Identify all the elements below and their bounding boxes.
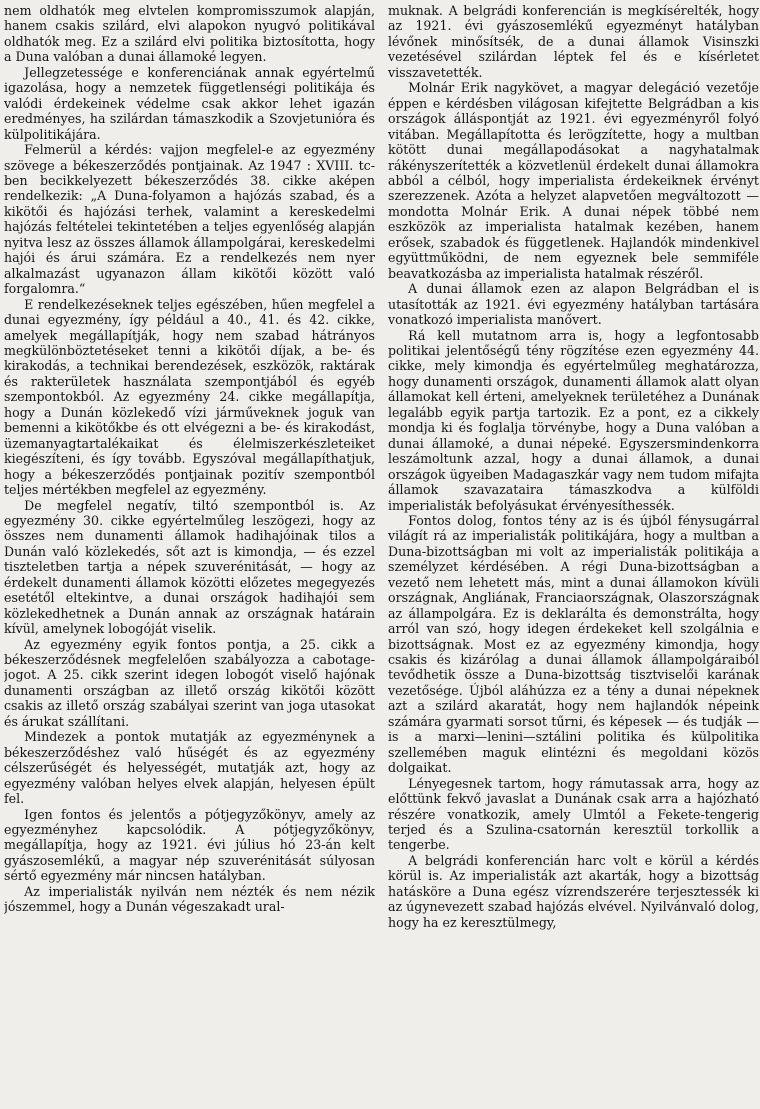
paragraph: muknak. A belgrádi konferencián is megkísérelték, hogy az 1921. évi gyászosemlékű egyezményt hatályban lévőnek minősítsék, de a dunai államok Visinszki vezetésével szilárdan léptek fel és e kísérletet visszavetették. bbox=[388, 3, 759, 80]
paragraph: Mindezek a pontok mutatják az egyezménynek a békeszerződéshez való hűségét és az egyezmény célszerűségét és helyességét, mutatják azt, hogy az egyezmény valóban helyes elvek alapján, helyesen épült fel. bbox=[4, 729, 375, 807]
paragraph: De megfelel negatív, tiltó szempontból is. Az egyezmény 30. cikke egyértelműleg leszögezi, hogy az összes nem dunamenti államok hadihajóinak tilos a Dunán való közlekedés, sőt azt is kimondja, — és ezzel tiszteletben tartja a népek szuverénitását, — hogy az érdekelt dunamenti államok közötti előzetes megegyezés esetétől eltekintve, a dunai országok hadihajói sem közlekedhetnek a Dunán annak az országnak határain kívül, amelynek lobogóját viselik. bbox=[4, 497, 375, 637]
paragraph: A belgrádi konferencián harc volt e körül a kérdés körül is. Az imperialisták azt akarták, hogy a bizottság hatásköre a Duna egész vízrendszerére terjesztessék ki az úgynevezett szabad hajózás elvével. Nyilvánvaló dolog, hogy ha ez keresztülmegy, bbox=[388, 852, 759, 930]
paragraph: nem oldhatók meg elvtelen kompromisszumok alapján, hanem csakis szilárd, elvi alapokon nyugvó politikával oldhatók meg. Ez a szilárd elvi politika biztosította, hogy a Duna valóban a dunai államoké legyen. bbox=[4, 3, 375, 65]
paragraph: Az egyezmény egyik fontos pontja, a 25. cikk a békeszerződésnek megfelelően szabályozza a cabotage-jogot. A 25. cikk szerint idegen lobogót viselő hajónak dunamenti országban az illető ország kikötői között csakis az illető ország szabályai szerint van joga utasokat és árukat szállítani. bbox=[4, 636, 375, 729]
left-column bbox=[4, 3, 375, 1109]
paragraph: Lényegesnek tartom, hogy rámutassak arra, hogy az előttünk fekvő javaslat a Dunának csak arra a hajózható részére vonatkozik, amely Ulmtól a Fekete-tengerig terjed és a Szulina-csatornán keresztül torkollik a tengerbe. bbox=[388, 775, 759, 853]
paragraph: Felmerül a kérdés: vajjon megfelel-e az egyezmény szövege a békeszerződés pontjainak. Az 1947 : XVIII. tc-ben becikkelyezett békeszerződés 38. cikke aképen rendelkezik: „A Duna-folyamon a hajózás szabad, és a kikötői és hajózási terhek, valamint a kereskedelmi hajózás feltételei tekintetében a teljes egyenlőség alapján nyitva lesz az összes államok állampolgárai, kereskedelmi hajói és árui számára. Ez a rendelkezés nem nyer alkalmazást ugyanazon állam kikötői között való forgalomra.“ bbox=[4, 142, 375, 297]
paragraph: Rá kell mutatnom arra is, hogy a legfontosabb politikai jelentőségű tény rögzítése ezen egyezmény 44. cikke, mely kimondja és egyértelműleg meghatározza, hogy dunamenti országok, dunamenti államok alatt olyan államokat kell érteni, amelyeknek területéhez a Dunának legalább egyik partja tartozik. Ez a pont, ez a cikkely mondja ki és foglalja törvénybe, hogy a Duna valóban a dunai államoké, a dunai népeké. Egyszersmindenkorra leszámoltunk azzal, hogy a dunai államok, a dunai országok ügyeiben Madagaszkár vagy nem tudom mifajta államok szavazataira támaszkodva a külföldi imperialisták befolyásukat érvényesíthessék. bbox=[388, 327, 759, 513]
right-column bbox=[388, 3, 759, 1109]
paragraph: A dunai államok ezen az alapon Belgrádban el is utasították az 1921. évi egyezmény hatályban tartására vonatkozó imperialista manővert. bbox=[388, 281, 759, 328]
paragraph: Jellegzetessége e konferenciának annak egyértelmű igazolása, hogy a nemzetek függetlenségi politikája és valódi érdekeinek védelme csak akkor lehet igazán eredményes, ha szilárdan támaszkodik a Szovjetunióra és külpolitikájára. bbox=[4, 64, 375, 142]
paragraph: Fontos dolog, fontos tény az is és újból fénysugárral világít rá az imperialisták politikájára, hogy a multban a Duna-bizottságban mi volt az imperialisták politikája a személyzet kérdésében. A régi Duna-bizottságban a vezető nem lehetett más, mint a dunai államokon kívüli országnak, Angliának, Franciaországnak, Olaszországnak az állampolgára. Ez is deklarálta és demonstrálta, hogy arról van szó, hogy idegen érdekeket kell szolgálnia e bizottságnak. Most ez az egyezmény kimondja, hogy csakis és kizárólag a dunai államok állampolgáraiból tevődhetik össze a Duna-bizottság tisztviselői karának vezetősége. Újból aláhúzza ez a tény a dunai népeknek azt a szilárd akaratát, hogy nem hajlandók népeink számára gyarmati sorsot tűrni, és képesek — és tudják — is a marxi—lenini—sztálini politika és külpolitika szellemében maguk elintézni és megoldani közös dolgaikat. bbox=[388, 512, 759, 776]
paragraph: Az imperialisták nyilván nem nézték és nem nézik jószemmel, hogy a Dunán végeszakadt ural- bbox=[4, 883, 375, 915]
paragraph: Igen fontos és jelentős a pótjegyzőkönyv, amely az egyezményhez kapcsolódik. A pótjegyzőkönyv, megállapítja, hogy az 1921. évi július hó 23-án kelt gyászosemlékű, a magyar nép szuverénitását súlyosan sértő egyezmény már nincsen hatályban. bbox=[4, 806, 375, 884]
paragraph: Molnár Erik nagykövet, a magyar delegáció vezetője éppen e kérdésben világosan kifejtette Belgrádban a kis országok álláspontját az 1921. évi egyezményről folyó vitában. Megállapította és lerögzítette, hogy a multban kötött dunai megállapodásokat a nagyhatalmak rákényszerítették a közvetlenül érdekelt dunai államokra abból a célból, hogy imperialista érdekeiknek érvényt szerezzenek. Azóta a helyzet alapvetően megváltozott — mondotta Molnár Erik. A dunai népek többé nem eszközök az imperialista hatalmak kezében, hanem erősek, szabadok és függetlenek. Hajlandók mindenkivel együttműködni, de nem egyeznek bele semmiféle beavatkozásba az imperialista hatalmak részéről. bbox=[388, 80, 759, 281]
paragraph: E rendelkezéseknek teljes egészében, hűen megfelel a dunai egyezmény, így például a 40., 41. és 42. cikke, amelyek megállapítják, hogy nem szabad hátrányos megkülönböztetéseket tenni a kikötői díjak, a be- és kirakodás, a technikai berendezések, eszközök, raktárak és rakterületek használata szempontjából és egyéb szempontokból. Az egyezmény 24. cikke megállapítja, hogy a Dunán közlekedő vízi járműveknek joguk van bemenni a kikötőkbe és ott elvégezni a be- és kirakodást, üzemanyagtartalékaikat és élelmiszerkészleteiket kiegészíteni, és így tovább. Egyszóval megállapíthatjuk, hogy a békeszerződés pontjainak pozitív szempontból teljes mértékben megfelel az egyezmény. bbox=[4, 296, 375, 498]
